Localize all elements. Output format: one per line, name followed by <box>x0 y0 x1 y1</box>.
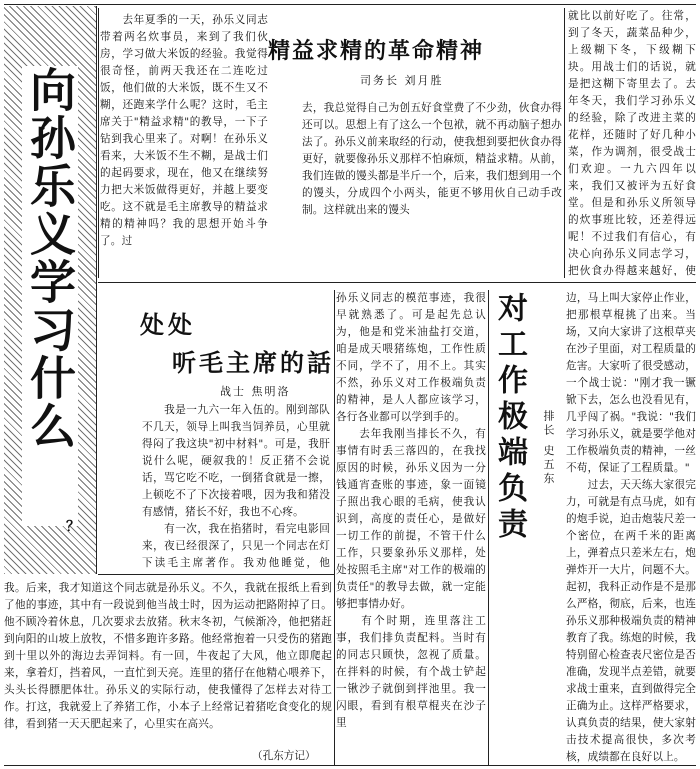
banner-panel <box>4 6 97 574</box>
rule-a2-mid <box>98 574 334 575</box>
rule-a2-right <box>334 290 335 766</box>
article3-title-box <box>492 292 536 582</box>
article3-col-c: 边，马上叫大家停止作业，把那根草棍挑了出来。当场，又向大家讲了这根草夹在沙子里面，对工程质量的危害。大家听了很受感动，一个战士说："刚才我一镢锨下去，怎么也没看见有，几乎闯了祸。"我说："我们学习孙乐义，就是要学他对工作极端负责的精神，一丝不苟，保证了工程质量。" 过去，天天练大家很完力，可就是有点马虎，如有的炮手说，迫击炮装尺差一个密位，在两千米的距离上，弹着点只差米左右，炮弹炸开一大片，问题不大。起初，我科正动作是不是那么严格，彻底，后来，也连孙乐义那种极端负责的精神教育了我。练炮的时候，我特别留心检查表尺密位是否准确，发现半点差错，就要求战士重来，直到做得完全正确为止。这样严格要求，认真负责的结果，使大家射击技术提高很快，多次考核，成绩都在良好以上。 <box>566 292 696 763</box>
article2-col-a: 我是一九六一年入伍的。刚到部队不几天，领导上叫我当饲养员，心里就得闷了我这块"初中材料"。可是，我肝说什么呢，硬叙我的！反正猪不会说话，骂它吃不吃，一倒猪食就是一擦，上顿吃不了下次接着喂，因为我和猪没有感情，猪长不好，我也不心疼。 有一次，我在掐猪时，看完电影回来，夜已经很深了，只见一个同志在灯下读毛主席著作。我劝他睡觉，他 <box>142 404 330 569</box>
article3-byline-box <box>540 410 564 560</box>
rule-bottom <box>4 765 696 766</box>
article1-col1: 去年夏季的一天，孙乐义同志带着两名炊事员，来到了我们伙房，学习做大米饭的经验。我觉得很奇怪，前两天我还在二连吃过饭，他们做的大米饭，既不生又不糊，还跑来学什么呢？这时，毛主席关于"精益求精"的教导，一下子钻到我心里来了。对啊！在孙乐义看来，大米饭不生不糊，是战士们的起码要求，现在，他又在继续努力把大米饭做得更好，并越上要变吃。这不就是毛主席教导的精益求精的精神吗？我的思想开始斗争了。过 <box>100 14 268 247</box>
article2-title-line2: 听毛主席的話 <box>172 349 334 377</box>
article3-byline: 排长 史五东 <box>542 410 555 487</box>
article2-col-b: 孙乐义同志的模范事迹，我很早就熟悉了。可是起先总认为，他是和党米油盐打交道，咱是成天喂猪练炮，工作性质不同，学不了，用不上。其实不然，孙乐义对工作极端负责的精神，是人人都应该学习，各行各业都可以学到手的。 去年我刚当排长不久，有事情有时丢三落四的，在我找原因的时候，孙乐义因为一分钱通宵查账的事迹，象一面镜子照出我心眼的毛病，使我认识到，高度的责任心，是做好一切工作的前提，不管干什么工作，只要象孙乐义那样，处处按照毛主席"对工作的极端的负责任"的教导去做，就一定能够把事情办好。 有个时期，连里落注工事，我们排负责配料。当时有的同志只顾快，忽视了质量。在拌料的时候，有个战士铲起一锹沙子就倒到拌池里。我一闪眼，看到有根草棍夹在沙子里 <box>336 292 486 729</box>
banner-question-mark: ？ <box>66 519 80 535</box>
rule-a1-left <box>98 8 99 278</box>
article1-col3: 就比以前好吃了。往常，到了冬天，蔬菜品种少，上级糊下冬，下级糊下块。用战士们的话说，就是把这糊下寄里去了。去年冬天，我们学习孙乐义的经验，除了改进主菜的花样，还随时了好几种小菜，作为调剂，很受战士们欢迎。一九六四年以来，我们又被评为五好食堂。但是和孙乐义所领导的炊事班比较，还差得远呢！不过我们有信心，有决心向孙乐义同志学习，把伙食办得越来越好，使 <box>568 10 696 276</box>
rule-top <box>4 4 696 5</box>
article2-bottom: 我。后来，我才知道这个同志就是孙乐义。不久，我就在报纸上看到了他的事迹，其中有一段说到他当战士时，因为运动把路附掉了日。他不顾冷着休息，几次要求去放猪。秋末冬初，气候渐冷，他把猪赶到向阳的山坡上放牧，不惜多跑许多路。他经常抱着一只受伤的猪跑到十里以外的海边去弄饲料。有一回，牛夜起了大风，他立即爬起来，拿着灯，挡着风，一直忙到天亮。连里的猪仔在他精心喂养下，头头长得膘肥体壮。孙乐义的实际行动，使我懂得了怎样去对待工作。打这，我就爱上了养猪工作，小本子上经常记着猪吃食变化的规律，看到猪一天天肥起来了，心里实在高兴。 <box>4 582 332 730</box>
article2-byline: 战士 焦明洛 <box>220 385 291 398</box>
rule-a3-left <box>488 290 489 766</box>
article3-title: 对工作极端负责 <box>492 292 527 544</box>
article2-title-line1: 处处 <box>140 311 196 339</box>
banner-title: 向孙乐义学习什么 <box>23 66 77 450</box>
rule-a1-right <box>564 8 565 278</box>
banner-inner <box>22 66 78 526</box>
rule-a1-bottom <box>98 282 696 283</box>
article2-source: （孔东方记） <box>252 750 316 762</box>
article1-col2: 去，我总觉得自己为创五好食堂费了不少劲，伙食办得还可以。思想上有了这么一个包袱，就不再动脑子想办法了。孙乐义前来取经的行动，使我想到要把伙食办得更好，就要像孙乐义那样不怕麻烦，精益求精。从前，我们连做的馒头都是半斤一个，后来，我们想到用一个的馒头，分成四个小两头，能更不够用伙自己动手改制。这样就出来的馒头 <box>302 102 562 216</box>
article1-byline: 司务长 刘月胜 <box>360 74 444 87</box>
article1-title: 精益求精的革命精神 <box>268 39 485 64</box>
